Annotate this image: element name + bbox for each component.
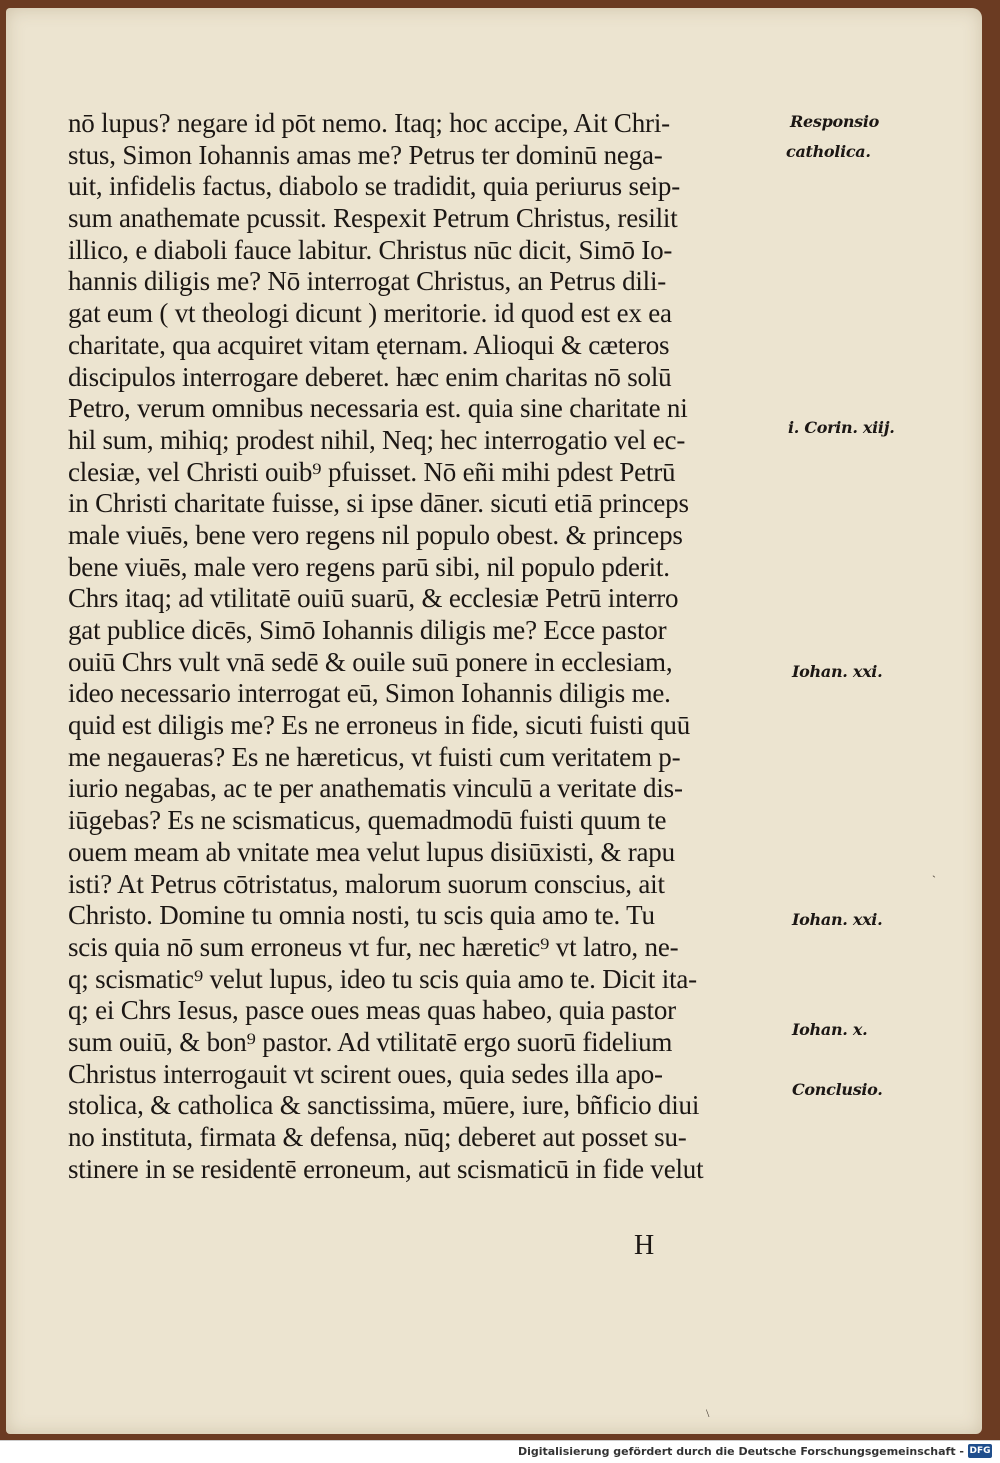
text-line: illico, e diaboli fauce labitur. Christus nūc dicit, Simō Io- [68,234,673,265]
text-line: sum ouiū, & bon⁹ pastor. Ad vtilitatē ergo suorū fidelium [68,1026,673,1057]
text-line: hil sum, mihiq; prodest nihil, Neq; hec interrogatio vel ec- [68,424,686,455]
text-line: bene viuēs, male vero regens parū sibi, nil populo pderit. [68,551,670,582]
text-line: male viuēs, bene vero regens nil populo obest. & princeps [68,519,683,550]
margin-note-corinthians: i. Corin. xiij. [788,418,895,437]
text-line: charitate, qua acquiret vitam ęternam. Alioqui & cæteros [68,329,670,360]
funding-credit: Digitalisierung gefördert durch die Deutsche Forschungsgemeinschaft - [517,1445,964,1458]
text-line: ideo necessario interrogat eū, Simon Iohannis diligis me. [68,678,671,709]
dfg-logo: DFG [969,1446,991,1456]
text-line: q; scismatic⁹ velut lupus, ideo tu scis quia amo te. Dicit ita- [68,963,697,994]
footer-bar [0,1440,1000,1463]
margin-note-responsio: Responsio [790,112,880,131]
text-line: q; ei Chrs Iesus, pasce oues meas quas habeo, quia pastor [68,995,676,1026]
text-line: isti? At Petrus cōtristatus, malorum suorum conscius, ait [68,868,665,899]
text-line: nō lupus? negare id pōt nemo. Itaq; hoc accipe, Ait Chri- [68,108,670,138]
text-line: ouiū Chrs vult vnā sedē & ouile suū ponere in ecclesiam, [68,646,673,677]
text-line: scis quia nō sum erroneus vt fur, nec hæretic⁹ vt latro, ne- [68,931,679,962]
text-line: sum anathemate pcussit. Respexit Petrum Christus, resilit [68,203,678,234]
text-line: clesiæ, vel Christi ouib⁹ pfuisset. Nō eñi mihi pdest Petrū [68,456,676,487]
signature-mark: H [634,1230,655,1261]
text-line: iurio negabas, ac te per anathematis vinculū a veritate dis- [68,773,683,804]
book-page [6,8,982,1434]
margin-note-john-21: Iohan. xxi. [792,910,883,929]
ink-speck: \ [706,1406,710,1420]
text-line: quid est diligis me? Es ne erroneus in fide, sicuti fuisti quū [68,710,690,741]
margin-note-john-10: Iohan. x. [792,1020,868,1039]
text-line: Christus interrogauit vt scirent oues, quia sedes illa apo- [68,1058,663,1089]
text-line: hannis diligis me? Nō interrogat Christus, an Petrus dili- [68,266,667,297]
text-line: Petro, verum omnibus necessaria est. quia sine charitate ni [68,393,688,424]
ink-speck: ˎ [932,864,936,878]
text-line: in Christi charitate fuisse, si ipse dāner. sicuti etiā princeps [68,488,689,519]
text-line: stus, Simon Iohannis amas me? Petrus ter dominū nega- [68,139,663,170]
text-line: discipulos interrogare deberet. hæc enim charitas nō solū [68,361,672,392]
text-line: gat eum ( vt theologi dicunt ) meritorie. id quod est ex ea [68,298,672,329]
text-line: no instituta, firmata & defensa, nūq; deberet aut posset su- [68,1122,687,1152]
text-line: uit, infidelis factus, diabolo se tradidit, quia periurus seip- [68,171,681,202]
text-line: iūgebas? Es ne scismaticus, quemadmodū fuisti quum te [68,805,667,836]
margin-note-john-21: Iohan. xxi. [792,662,883,681]
text-line: gat publice dicēs, Simō Iohannis diligis me? Ecce pastor [68,615,667,645]
margin-note-conclusio: Conclusio. [792,1080,883,1099]
text-line: stinere in se residentē erroneum, aut scismaticū in fide velut [68,1153,704,1184]
text-line: Christo. Domine tu omnia nosti, tu scis quia amo te. Tu [68,900,655,931]
text-line: Chrs itaq; ad vtilitatē ouiū suarū, & ecclesiæ Petrū interro [68,583,679,614]
body-text [68,108,798,1185]
text-line: stolica, & catholica & sanctissima, mūere, iure, bñficio diui [68,1090,700,1121]
text-line: me negaueras? Es ne hæreticus, vt fuisti cum veritatem p- [68,741,681,772]
margin-note-catholica: catholica. [786,142,871,161]
text-line: ouem meam ab vnitate mea velut lupus disiūxisti, & rapu [68,836,675,867]
